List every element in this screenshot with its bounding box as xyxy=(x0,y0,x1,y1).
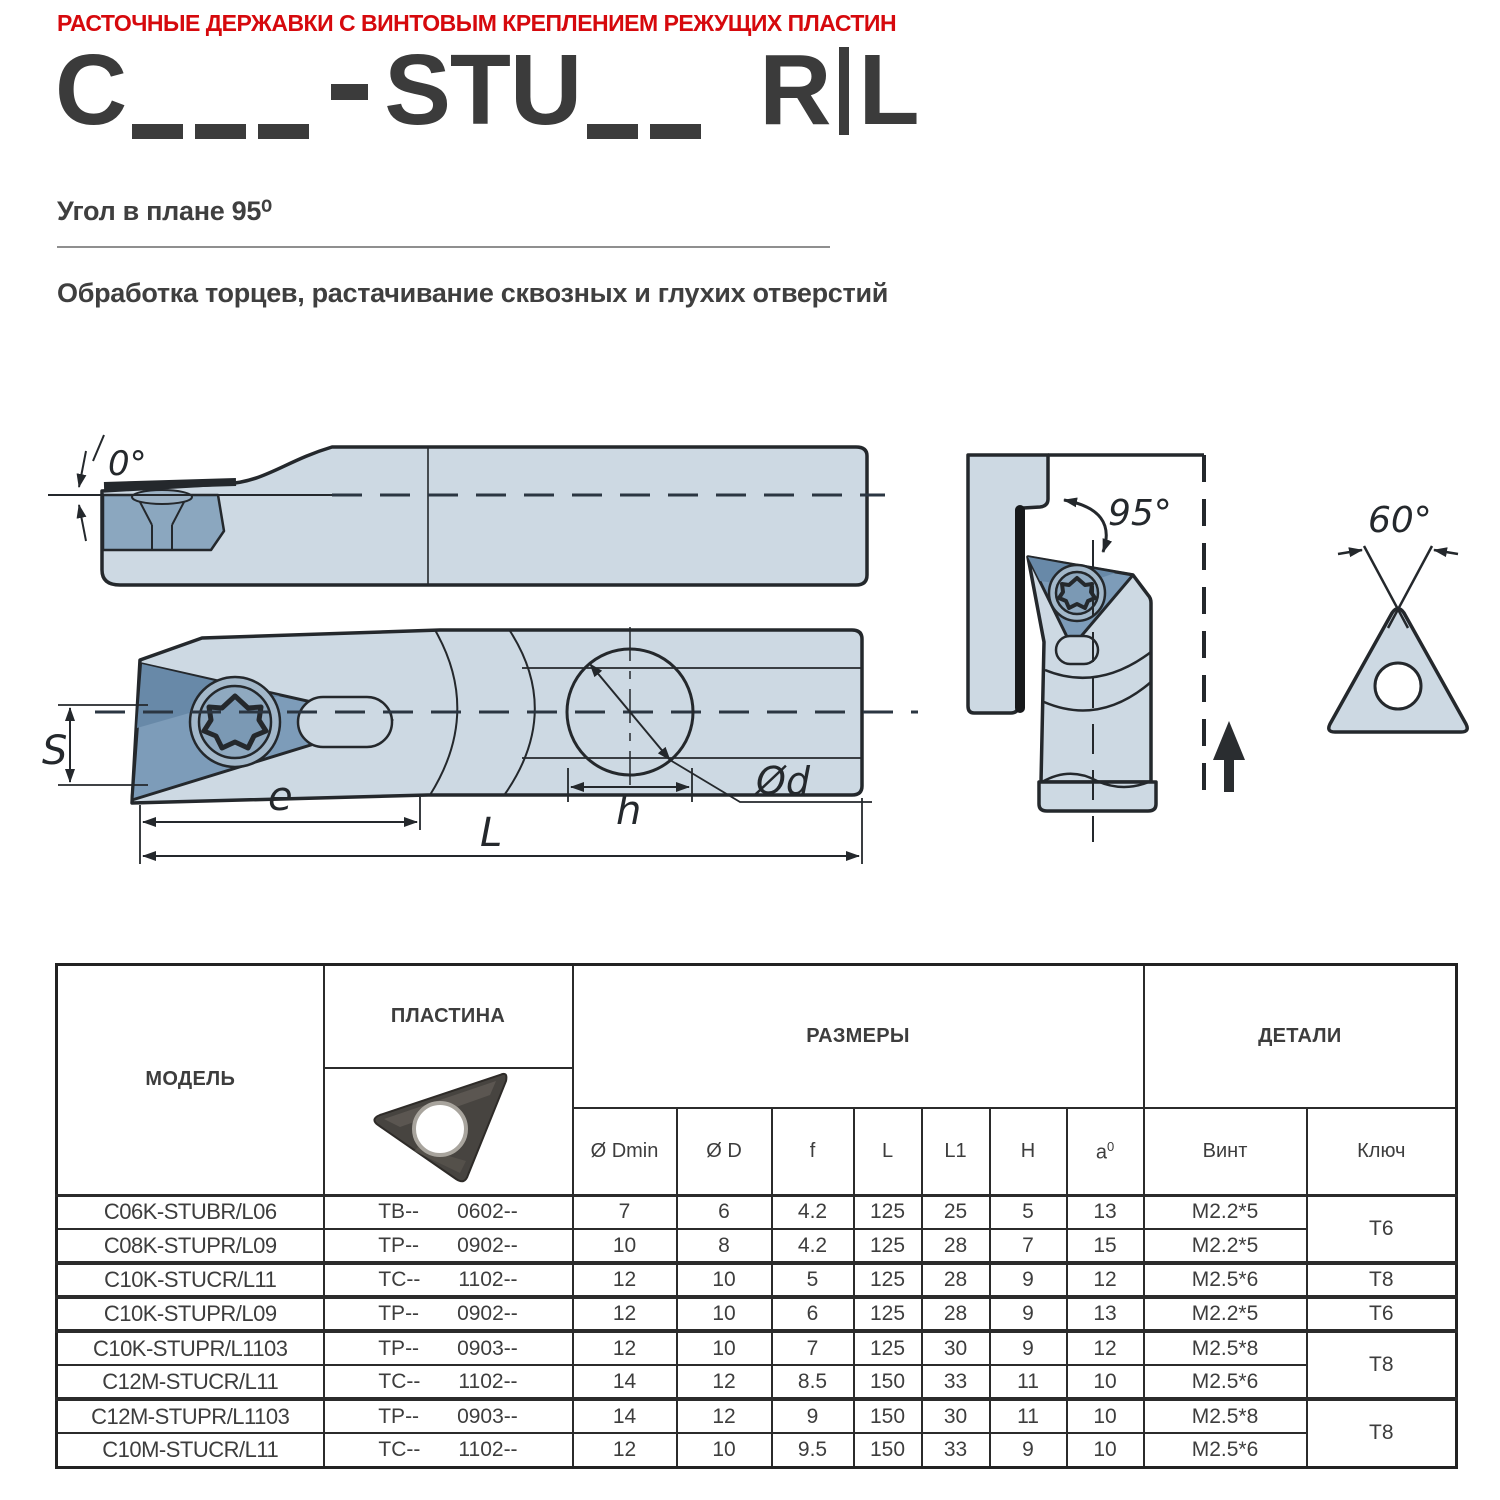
insert-photo-cell xyxy=(324,1068,573,1196)
s-label: S xyxy=(42,728,68,774)
model-cell: C12M-STUCR/L11 xyxy=(57,1365,324,1399)
model-cell: C10K-STUPR/L09 xyxy=(57,1297,324,1331)
table-row: C10K-STUPR/L1103 TP-- 0903-- 12 10 7 125 30 9 12 M2.5*8 T8 xyxy=(57,1331,1457,1365)
insert-photo xyxy=(348,1069,548,1189)
code-left-hand: L xyxy=(858,34,919,146)
underscore-blank xyxy=(132,124,183,139)
clamp-slot xyxy=(298,697,392,747)
insert-cell: TB-- 0602-- xyxy=(324,1195,573,1229)
table-row: C10K-STUPR/L09 TP-- 0902-- 12 10 6 125 28 9 13 M2.2*5 T6 xyxy=(57,1297,1457,1331)
diameter-label: Ød xyxy=(756,759,811,803)
lead-angle-subtitle: Угол в плане 95⁰ xyxy=(57,196,272,226)
col-header-a: $a^0$ xyxy=(1067,1108,1144,1195)
angle-tick xyxy=(93,435,104,461)
insert-cell: TP-- 0903-- xyxy=(324,1331,573,1365)
col-header-insert: ПЛАСТИНА xyxy=(324,965,573,1068)
angle-arrow-left xyxy=(1338,550,1362,554)
key-cell: T8 xyxy=(1307,1399,1457,1467)
angle-95-label: 95° xyxy=(1108,493,1172,534)
category-title: РАСТОЧНЫЕ ДЕРЖАВКИ С ВИНТОВЫМ КРЕПЛЕНИЕМ РЕЖУЩИХ ПЛАСТИН xyxy=(57,10,897,36)
table-row: C10M-STUCR/L11 TC-- 1102-- 12 10 9.5 150 33 9 10 M2.5*6 xyxy=(57,1433,1457,1467)
key-cell: T8 xyxy=(1307,1331,1457,1399)
drawing-entering-angle xyxy=(930,430,1260,860)
table-row: C06K-STUBR/L06 TB-- 0602-- 7 6 4.2 125 25 5 13 M2.2*5 T6 xyxy=(57,1195,1457,1229)
bar-separator xyxy=(839,47,849,135)
table-row: C10K-STUCR/L11 TC-- 1102-- 12 10 5 125 28 9 12 M2.5*6 T8 xyxy=(57,1263,1457,1297)
underscore-blank xyxy=(258,124,309,139)
col-group-details: ДЕТАЛИ xyxy=(1144,965,1457,1109)
h-label: h xyxy=(616,788,642,834)
angle-arrow-lower xyxy=(79,505,86,541)
col-header-model: МОДЕЛЬ xyxy=(57,965,324,1196)
table-row: C12M-STUPR/L1103 TP-- 0903-- 14 12 9 150 30 11 10 M2.5*8 T8 xyxy=(57,1399,1457,1433)
model-cell: C10M-STUCR/L11 xyxy=(57,1433,324,1467)
col-header-screw: Винт xyxy=(1144,1108,1307,1195)
specification-table xyxy=(55,963,1458,1469)
col-header-h: H xyxy=(990,1108,1067,1195)
insert-cell: TP-- 0902-- xyxy=(324,1297,573,1331)
underscore-blank xyxy=(195,124,246,139)
key-cell: T6 xyxy=(1307,1297,1457,1331)
angle-60-label: 60° xyxy=(1368,500,1432,541)
model-cell: C10K-STUPR/L1103 xyxy=(57,1331,324,1365)
model-cell: C10K-STUCR/L11 xyxy=(57,1263,324,1297)
angle-line-left xyxy=(1364,546,1408,628)
code-prefix: C xyxy=(55,34,127,146)
clamp-slot xyxy=(1056,636,1098,664)
angle-arrow-upper xyxy=(79,451,86,487)
drawing-top-view xyxy=(40,612,920,877)
key-cell: T6 xyxy=(1307,1195,1457,1263)
col-header-l1: L1 xyxy=(922,1108,990,1195)
drawing-insert-angle xyxy=(1300,480,1490,740)
code-mid: STU xyxy=(384,34,582,146)
angle-zero-label: 0° xyxy=(108,444,147,484)
col-header-d: Ø D xyxy=(677,1108,772,1195)
key-cell: T8 xyxy=(1307,1263,1457,1297)
code-right-hand: R xyxy=(759,34,831,146)
insert-cell: TP-- 0903-- xyxy=(324,1399,573,1433)
insert-cell: TP-- 0902-- xyxy=(324,1229,573,1263)
model-code-title xyxy=(55,34,919,146)
e-label: e xyxy=(268,774,293,820)
l-label: L xyxy=(480,810,503,856)
underscore-blank xyxy=(587,124,638,139)
col-header-l: L xyxy=(854,1108,922,1195)
divider-line xyxy=(57,246,830,248)
angle-line-right xyxy=(1388,546,1432,628)
model-cell: C08K-STUPR/L09 xyxy=(57,1229,324,1263)
hyphen xyxy=(331,84,368,100)
insert-cell: TC-- 1102-- xyxy=(324,1365,573,1399)
application-description: Обработка торцев, растачивание сквозных и глухих отверстий xyxy=(57,278,889,308)
col-header-f: f xyxy=(772,1108,854,1195)
model-cell: C12M-STUPR/L1103 xyxy=(57,1399,324,1433)
col-header-key: Ключ xyxy=(1307,1108,1457,1195)
model-cell: C06K-STUBR/L06 xyxy=(57,1195,324,1229)
underscore-blank xyxy=(650,124,701,139)
table-row: C08K-STUPR/L09 TP-- 0902-- 10 8 4.2 125 28 7 15 M2.2*5 xyxy=(57,1229,1457,1263)
insert-cell: TC-- 1102-- xyxy=(324,1263,573,1297)
table-row: C12M-STUCR/L11 TC-- 1102-- 14 12 8.5 150 33 11 10 M2.5*6 xyxy=(57,1365,1457,1399)
col-group-dimensions: РАЗМЕРЫ xyxy=(573,965,1144,1109)
insert-cell: TC-- 1102-- xyxy=(324,1433,573,1467)
angle-arc xyxy=(1064,500,1106,552)
insert-hole xyxy=(1375,663,1421,709)
col-header-dmin: Ø Dmin xyxy=(573,1108,677,1195)
angle-arrow-right xyxy=(1434,550,1458,554)
feed-arrow xyxy=(1213,721,1245,792)
drawing-side-view xyxy=(40,413,885,613)
